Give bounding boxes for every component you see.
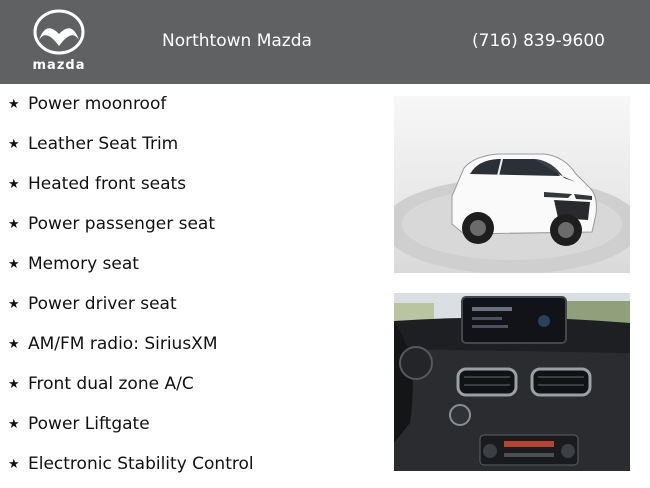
feature-item (8, 292, 177, 316)
star-icon: ★ (8, 136, 20, 152)
mazda-emblem-icon (24, 8, 94, 60)
star-icon: ★ (8, 296, 20, 312)
star-icon: ★ (8, 416, 20, 432)
feature-item (8, 412, 150, 436)
feature-item (8, 452, 254, 476)
feature-item (8, 172, 186, 196)
feature-item (8, 92, 166, 116)
dealer-phone[interactable]: (716) 839-9600 (472, 31, 605, 51)
star-icon: ★ (8, 376, 20, 392)
feature-label: Heated front seats (28, 174, 187, 194)
feature-label: Power Liftgate (28, 414, 150, 434)
feature-item (8, 132, 178, 156)
suv-exterior-image (394, 96, 630, 273)
star-icon: ★ (8, 456, 20, 472)
logo-wordmark: mazda (32, 58, 86, 73)
star-icon: ★ (8, 256, 20, 272)
dashboard-interior-image (394, 293, 630, 471)
feature-label: Electronic Stability Control (28, 454, 254, 474)
feature-label: Power driver seat (28, 294, 177, 314)
mazda-logo[interactable] (24, 8, 94, 76)
star-icon: ★ (8, 176, 20, 192)
vehicle-exterior-photo[interactable] (394, 96, 630, 273)
star-icon: ★ (8, 96, 20, 112)
feature-label: Leather Seat Trim (28, 134, 179, 154)
header-bar (0, 0, 650, 84)
feature-item (8, 252, 139, 276)
feature-item (8, 332, 218, 356)
feature-label: Memory seat (28, 254, 139, 274)
star-icon: ★ (8, 216, 20, 232)
feature-label: AM/FM radio: SiriusXM (28, 334, 218, 354)
feature-label: Front dual zone A/C (28, 374, 194, 394)
star-icon: ★ (8, 336, 20, 352)
dealer-name: Northtown Mazda (162, 31, 312, 51)
vehicle-interior-photo[interactable] (394, 293, 630, 471)
feature-label: Power moonroof (28, 94, 167, 114)
feature-item (8, 212, 215, 236)
feature-label: Power passenger seat (28, 214, 215, 234)
feature-item (8, 372, 194, 396)
